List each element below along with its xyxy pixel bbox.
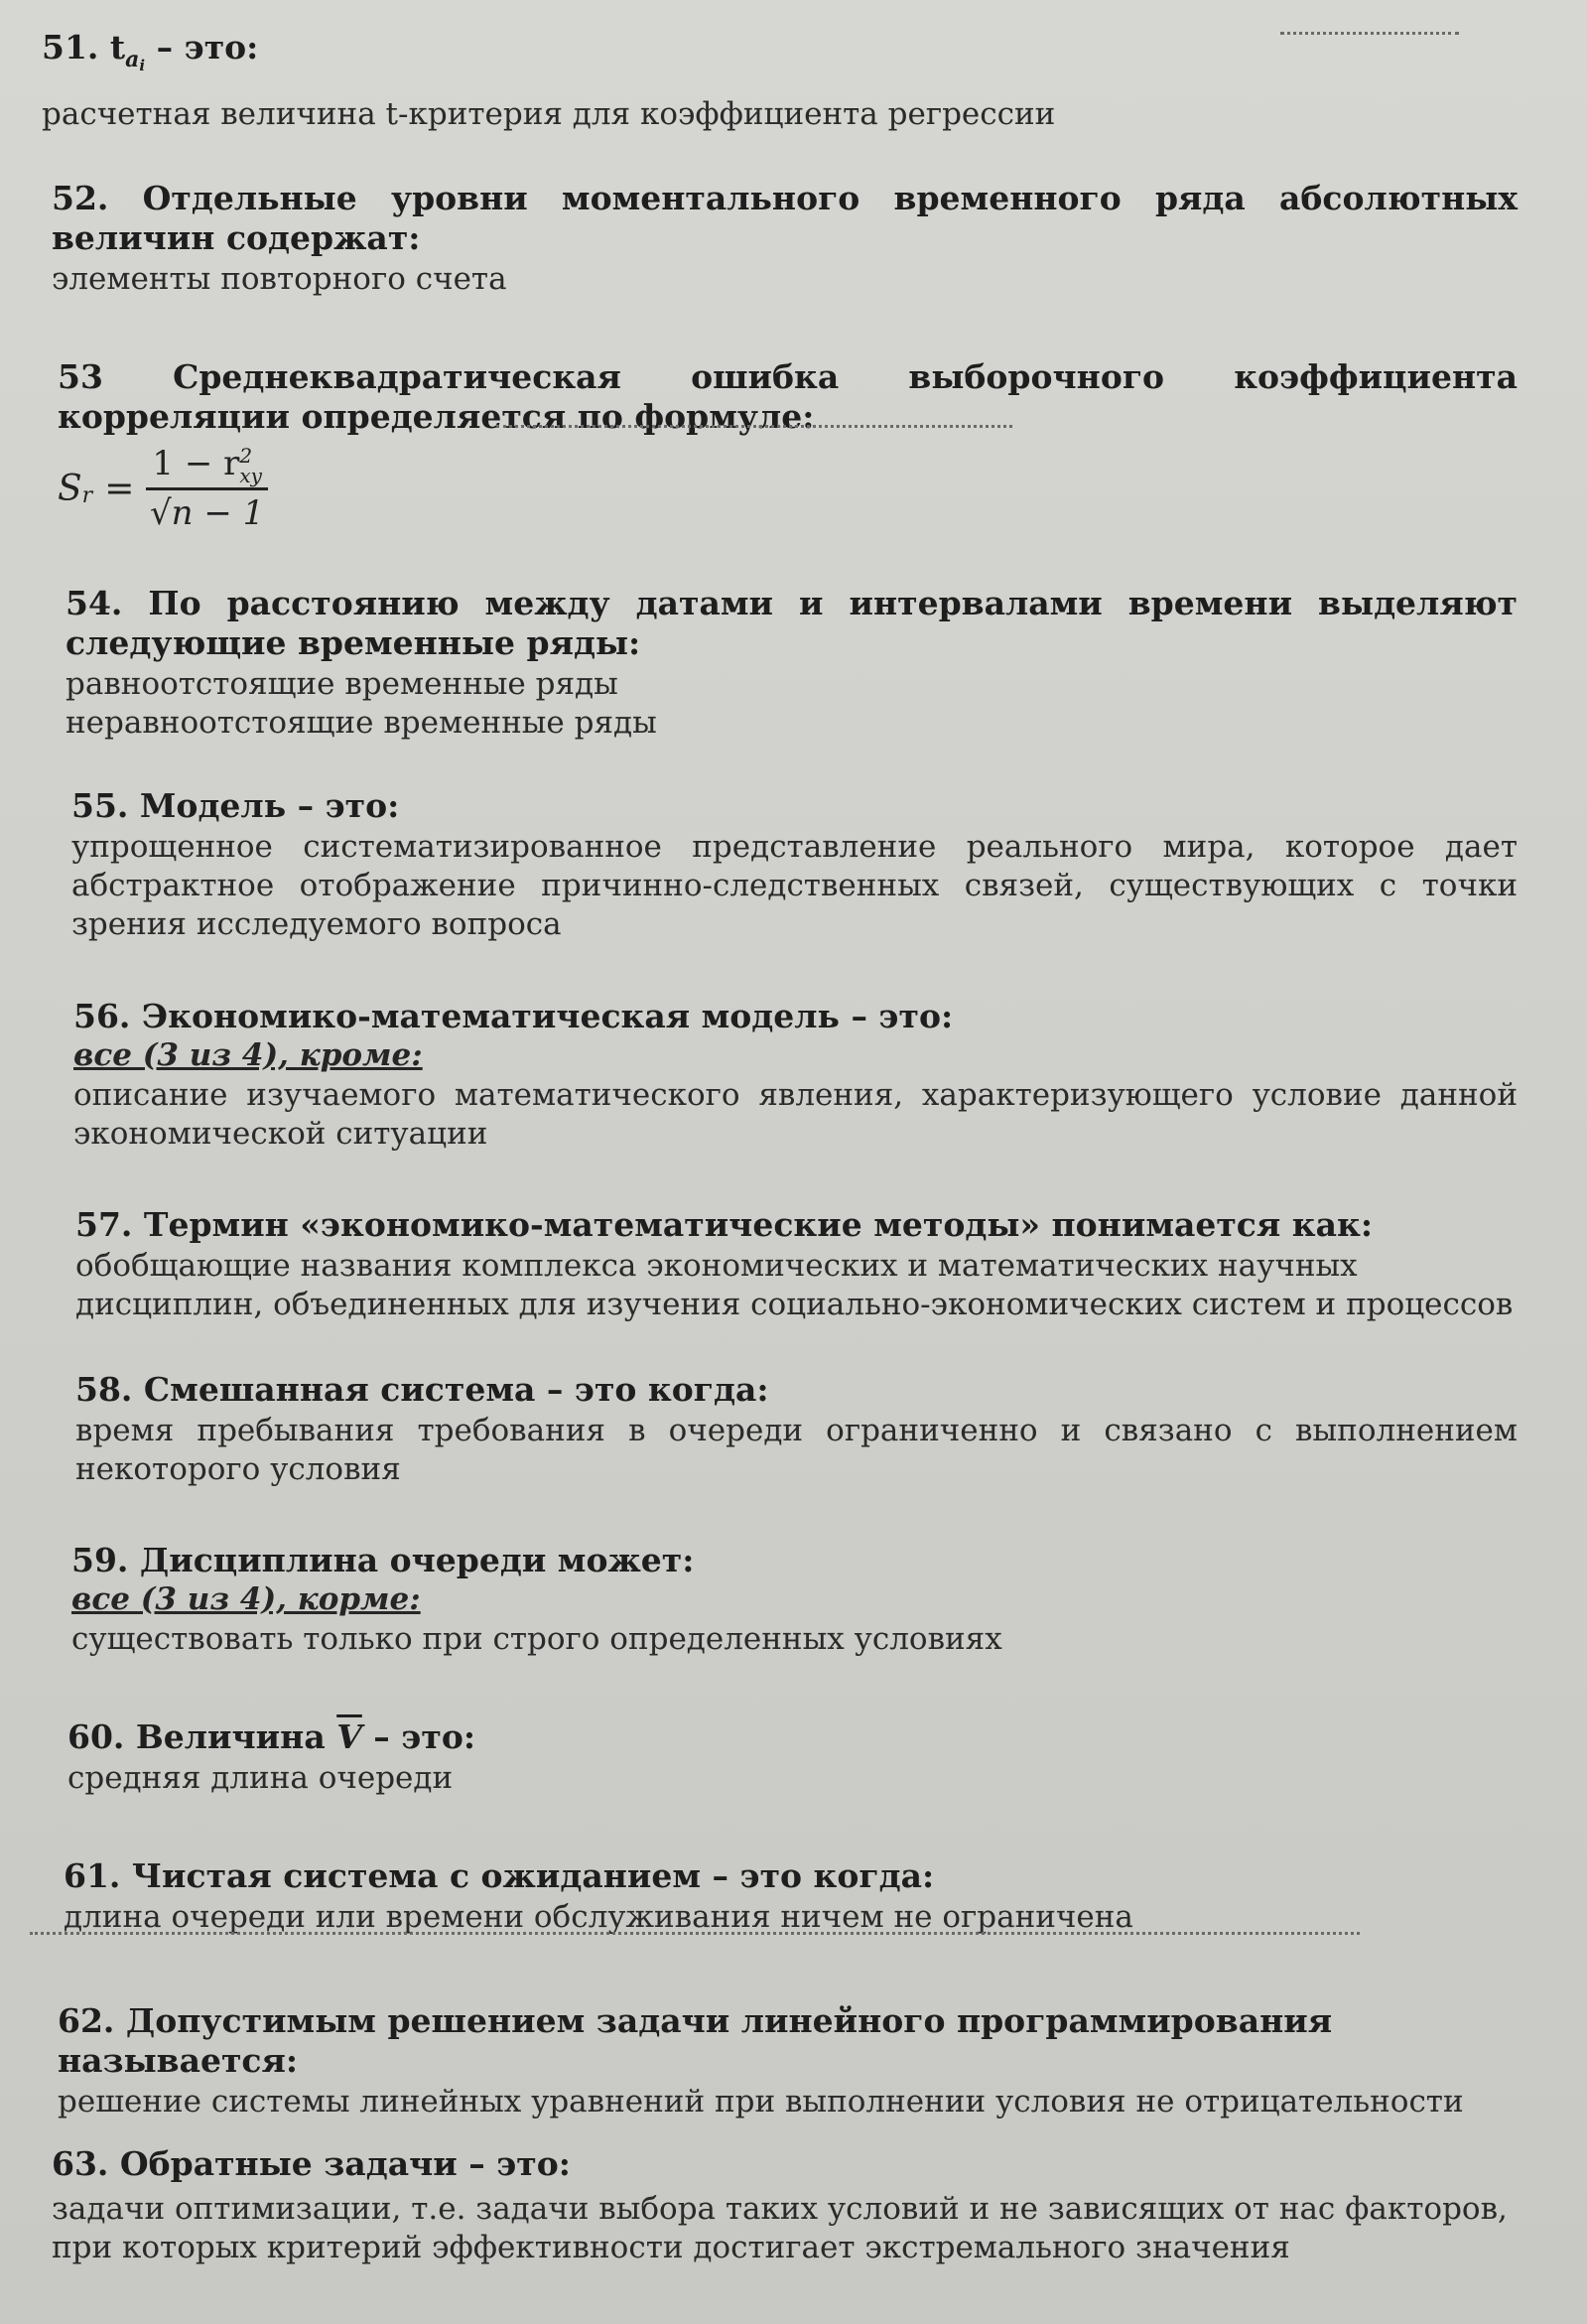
question-60	[67, 1717, 1518, 1798]
dotted-line	[30, 1932, 1360, 1935]
answer: длина очереди или времени обслуживания ничем не ограничена	[64, 1899, 1133, 1935]
question-title	[42, 28, 1518, 85]
question-52	[52, 179, 1518, 299]
answer: элементы повторного счета	[52, 261, 507, 297]
question-62	[58, 2001, 1518, 2121]
question-title: 55. Модель – это:	[71, 786, 400, 825]
dotted-line	[1280, 32, 1459, 35]
question-63	[52, 2144, 1537, 2267]
question-61	[64, 1856, 1518, 1937]
formula-eq: =	[104, 468, 135, 509]
answer: упрощенное систематизированное представление реального мира, которое дает абстрактное отображение причинно-следственных связей, существующих с точки зрения исследуемого вопроса	[71, 829, 1518, 942]
question-number: 60. Величина	[67, 1717, 337, 1756]
formula	[58, 443, 1518, 534]
denominator: √n − 1	[150, 493, 265, 533]
answer: расчетная величина t-критерия для коэффициента регрессии	[42, 96, 1056, 132]
question-title: 53 Среднеквадратическая ошибка выборочного коэффициента корреляции определяется по формуле:	[58, 357, 1518, 436]
question-title: 54. По расстоянию между датами и интервалами времени выделяют следующие временные ряды:	[66, 584, 1518, 662]
question-note: все (3 из 4), кроме:	[73, 1037, 423, 1073]
answer-2: неравноотстоящие временные ряды	[66, 705, 657, 741]
numerator	[146, 443, 268, 490]
question-title: 62. Допустимым решением задачи линейного программирования называется:	[58, 2001, 1333, 2080]
question-56	[73, 997, 1518, 1154]
question-text: – это:	[361, 1717, 476, 1756]
question-title: 61. Чистая система с ожиданием – это когда:	[64, 1856, 935, 1895]
question-54	[66, 584, 1518, 743]
sub: xy	[239, 464, 262, 487]
numerator-scripts	[239, 446, 262, 485]
sup: 2	[239, 444, 253, 468]
question-text: – это:	[145, 28, 259, 67]
subscript: a	[125, 47, 140, 72]
question-59	[71, 1541, 1518, 1659]
answer: описание изучаемого математического явления, характеризующего условие данной экономической ситуации	[73, 1077, 1518, 1152]
answer: время пребывания требования в очереди ограниченно и связано с выполнением некоторого условия	[75, 1413, 1518, 1487]
question-57	[75, 1205, 1518, 1324]
dotted-line	[496, 425, 1012, 428]
formula-lhs: S	[58, 468, 82, 509]
question-55	[71, 786, 1518, 944]
question-51	[42, 28, 1518, 134]
answer: существовать только при строго определенных условиях	[71, 1621, 1002, 1657]
question-note: все (3 из 4), корме:	[71, 1581, 421, 1617]
question-title: 59. Дисциплина очереди может:	[71, 1541, 695, 1579]
answer: обобщающие названия комплекса экономических и математических научных дисциплин, объединенных для изучения социально-экономических систем и процессов	[75, 1248, 1514, 1322]
question-number: 51. t	[42, 28, 126, 67]
answer: средняя длина очереди	[67, 1760, 454, 1796]
question-58	[75, 1370, 1518, 1489]
answer: равноотстоящие временные ряды	[66, 666, 618, 702]
question-title: 52. Отдельные уровни моментального временного ряда абсолютных величин содержат:	[52, 179, 1518, 257]
question-title	[67, 1717, 1518, 1757]
question-title: 58. Смешанная система – это когда:	[75, 1370, 769, 1409]
formula-lhs-sub: r	[81, 482, 93, 508]
numerator-text: 1 − r	[152, 444, 240, 483]
answer: задачи оптимизации, т.е. задачи выбора таких условий и не зависящих от нас факторов, при которых критерий эффективности достигает экстремального значения	[52, 2191, 1508, 2265]
question-title: 63. Обратные задачи – это:	[52, 2144, 571, 2183]
symbol: $\overline{V}$	[336, 1717, 362, 1756]
answer: решение системы линейных уравнений при выполнении условия не отрицательности	[58, 2084, 1464, 2119]
question-53	[58, 357, 1518, 534]
question-title: 57. Термин «экономико-математические методы» понимается как:	[75, 1205, 1373, 1244]
question-title: 56. Экономико-математическая модель – это:	[73, 997, 954, 1035]
subscript: i	[139, 57, 146, 74]
fraction	[146, 443, 268, 534]
